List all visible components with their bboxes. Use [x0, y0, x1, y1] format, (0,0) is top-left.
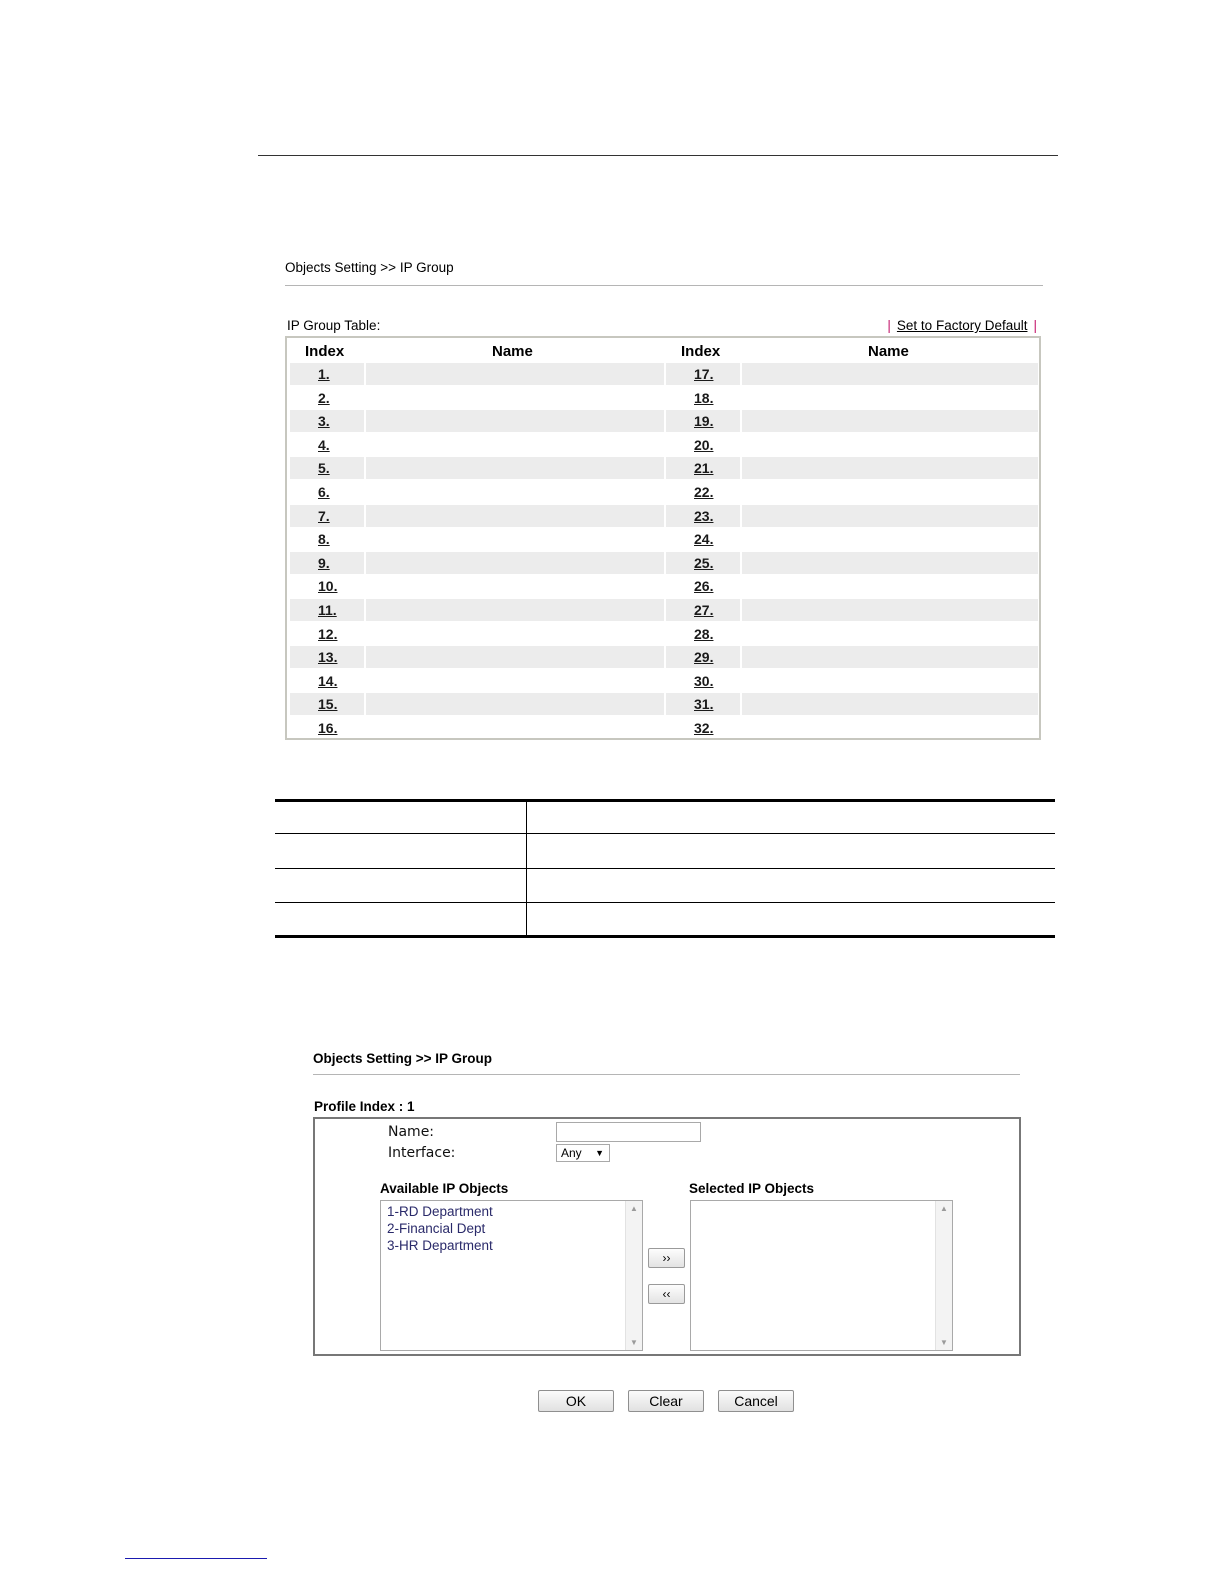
index-cell — [290, 670, 364, 692]
profile-index-label: Profile Index : 1 — [314, 1099, 415, 1114]
table-row — [290, 599, 1038, 621]
profile-index-link[interactable]: 21. — [694, 460, 714, 477]
index-cell — [666, 387, 740, 409]
name-cell — [366, 387, 664, 409]
profile-index-link[interactable]: 20. — [694, 436, 714, 453]
profile-index-link[interactable]: 11. — [318, 602, 337, 618]
index-cell — [666, 599, 740, 621]
profile-index-link[interactable]: 23. — [694, 507, 714, 524]
table-row — [290, 505, 1038, 527]
profile-index-link[interactable]: 19. — [694, 413, 714, 430]
dropdown-arrow-icon: ▼ — [595, 1148, 604, 1158]
cancel-button[interactable]: Cancel — [718, 1390, 794, 1412]
add-object-button[interactable]: ›› — [648, 1248, 685, 1268]
profile-index-link[interactable]: 4. — [318, 436, 330, 453]
column-header-index: Index — [681, 343, 721, 360]
profile-index-link[interactable]: 26. — [694, 578, 714, 595]
index-cell — [290, 410, 364, 432]
name-cell — [366, 457, 664, 479]
description-table — [275, 799, 1055, 938]
profile-index-link[interactable]: 16. — [318, 720, 338, 736]
table-row — [290, 528, 1038, 550]
ok-button[interactable]: OK — [538, 1390, 614, 1412]
index-cell — [290, 575, 364, 597]
index-cell — [666, 552, 740, 574]
index-cell — [290, 457, 364, 479]
name-input[interactable] — [556, 1122, 701, 1142]
profile-index-link[interactable]: 17. — [694, 366, 714, 382]
selected-ip-objects-list[interactable] — [690, 1200, 953, 1351]
available-ip-objects-label: Available IP Objects — [380, 1181, 509, 1196]
name-cell — [366, 646, 664, 668]
profile-index-link[interactable]: 5. — [318, 460, 330, 477]
table-row — [290, 646, 1038, 668]
separator: | — [887, 318, 891, 333]
profile-index-link[interactable]: 24. — [694, 531, 714, 548]
breadcrumb: Objects Setting >> IP Group — [285, 260, 454, 275]
name-cell — [366, 410, 664, 432]
table-row — [290, 717, 1038, 739]
table-row — [290, 693, 1038, 715]
profile-index-link[interactable]: 7. — [318, 507, 330, 524]
index-cell — [666, 410, 740, 432]
index-cell — [290, 481, 364, 503]
profile-index-link[interactable]: 18. — [694, 389, 714, 406]
index-cell — [290, 505, 364, 527]
remove-object-button[interactable]: ‹‹ — [648, 1284, 685, 1304]
table-column-divider — [526, 799, 527, 938]
breadcrumb-divider — [313, 1074, 1020, 1075]
index-cell — [290, 434, 364, 456]
name-cell — [366, 528, 664, 550]
table-row — [290, 575, 1038, 597]
name-cell — [742, 410, 1038, 432]
factory-default-area — [881, 318, 1043, 333]
name-cell — [366, 552, 664, 574]
name-cell — [742, 457, 1038, 479]
name-cell — [742, 505, 1038, 527]
table-rule — [275, 833, 1055, 834]
index-cell — [290, 363, 364, 385]
table-rule — [275, 935, 1055, 938]
profile-index-link[interactable]: 27. — [694, 602, 714, 618]
profile-index-link[interactable]: 2. — [318, 389, 330, 406]
scroll-down-icon[interactable]: ▼ — [630, 1338, 638, 1347]
profile-index-link[interactable]: 9. — [318, 554, 330, 571]
profile-index-link[interactable]: 31. — [694, 696, 714, 713]
index-cell — [666, 717, 740, 739]
name-cell — [742, 670, 1038, 692]
index-cell — [290, 693, 364, 715]
index-cell — [290, 623, 364, 645]
profile-index-link[interactable]: 15. — [318, 696, 338, 713]
available-ip-objects-list[interactable] — [380, 1200, 643, 1351]
name-cell — [366, 670, 664, 692]
profile-index-link[interactable]: 13. — [318, 649, 338, 666]
name-cell — [366, 434, 664, 456]
list-item[interactable]: 3-HR Department — [387, 1238, 493, 1253]
index-cell — [666, 505, 740, 527]
name-cell — [366, 693, 664, 715]
list-item[interactable]: 1-RD Department — [387, 1204, 493, 1219]
page-header-rule — [258, 155, 1058, 156]
scrollbar[interactable] — [935, 1201, 952, 1350]
table-row — [290, 552, 1038, 574]
ip-group-table — [285, 336, 1041, 740]
name-cell — [366, 363, 664, 385]
index-cell — [666, 457, 740, 479]
profile-index-link[interactable]: 12. — [318, 625, 338, 642]
interface-label: Interface: — [388, 1145, 456, 1161]
scrollbar[interactable] — [625, 1201, 642, 1350]
column-header-name: Name — [492, 343, 533, 360]
name-cell — [742, 387, 1038, 409]
name-label: Name: — [388, 1124, 435, 1140]
table-row — [290, 670, 1038, 692]
index-cell — [290, 528, 364, 550]
index-cell — [666, 434, 740, 456]
index-cell — [666, 670, 740, 692]
name-cell — [366, 505, 664, 527]
index-cell — [666, 693, 740, 715]
table-rule — [275, 902, 1055, 903]
index-cell — [290, 387, 364, 409]
scroll-up-icon[interactable]: ▲ — [940, 1204, 948, 1213]
profile-index-link[interactable]: 25. — [694, 554, 714, 571]
name-cell — [742, 646, 1038, 668]
name-cell — [742, 599, 1038, 621]
name-cell — [742, 363, 1038, 385]
breadcrumb: Objects Setting >> IP Group — [313, 1051, 493, 1066]
name-cell — [742, 623, 1038, 645]
column-header-name: Name — [868, 343, 909, 360]
profile-index-link[interactable]: 10. — [318, 578, 338, 595]
index-cell — [666, 623, 740, 645]
profile-index-link[interactable]: 22. — [694, 484, 714, 500]
name-cell — [366, 717, 664, 739]
name-cell — [742, 552, 1038, 574]
name-cell — [742, 434, 1038, 456]
scroll-up-icon[interactable]: ▲ — [630, 1204, 638, 1213]
ip-group-table-label: IP Group Table: — [287, 318, 381, 333]
profile-index-link[interactable]: 1. — [318, 366, 330, 382]
profile-index-link[interactable]: 29. — [694, 649, 714, 666]
name-cell — [742, 481, 1038, 503]
profile-index-link[interactable]: 28. — [694, 625, 714, 642]
set-to-factory-default-link[interactable]: Set to Factory Default — [896, 318, 1028, 333]
table-rule — [275, 868, 1055, 869]
index-cell — [666, 528, 740, 550]
name-cell — [742, 693, 1038, 715]
table-rule — [275, 799, 1055, 802]
name-cell — [366, 599, 664, 621]
profile-index-link[interactable]: 32. — [694, 720, 714, 736]
column-header-index: Index — [305, 343, 345, 360]
name-cell — [366, 623, 664, 645]
name-cell — [742, 528, 1038, 550]
index-cell — [290, 646, 364, 668]
table-row — [290, 623, 1038, 645]
index-cell — [666, 575, 740, 597]
name-cell — [742, 717, 1038, 739]
name-cell — [366, 481, 664, 503]
clear-button[interactable]: Clear — [628, 1390, 704, 1412]
table-row — [290, 387, 1038, 409]
table-row — [290, 363, 1038, 385]
profile-index-link[interactable]: 8. — [318, 531, 330, 548]
table-row — [290, 457, 1038, 479]
interface-selected-value: Any — [561, 1146, 582, 1160]
index-cell — [290, 552, 364, 574]
footer-link-underline — [125, 1558, 267, 1559]
profile-index-link[interactable]: 14. — [318, 672, 338, 689]
scroll-down-icon[interactable]: ▼ — [940, 1338, 948, 1347]
interface-select[interactable] — [556, 1144, 610, 1162]
table-row — [290, 481, 1038, 503]
table-row — [290, 410, 1038, 432]
separator: | — [1033, 318, 1037, 333]
table-row — [290, 434, 1038, 456]
index-cell — [666, 363, 740, 385]
profile-index-link[interactable]: 30. — [694, 672, 714, 689]
index-cell — [666, 646, 740, 668]
breadcrumb-divider — [285, 285, 1043, 286]
index-cell — [290, 717, 364, 739]
profile-index-link[interactable]: 6. — [318, 484, 330, 500]
selected-ip-objects-label: Selected IP Objects — [689, 1181, 815, 1196]
profile-index-link[interactable]: 3. — [318, 413, 330, 430]
name-cell — [742, 575, 1038, 597]
list-item[interactable]: 2-Financial Dept — [387, 1221, 486, 1236]
index-cell — [666, 481, 740, 503]
index-cell — [290, 599, 364, 621]
name-cell — [366, 575, 664, 597]
